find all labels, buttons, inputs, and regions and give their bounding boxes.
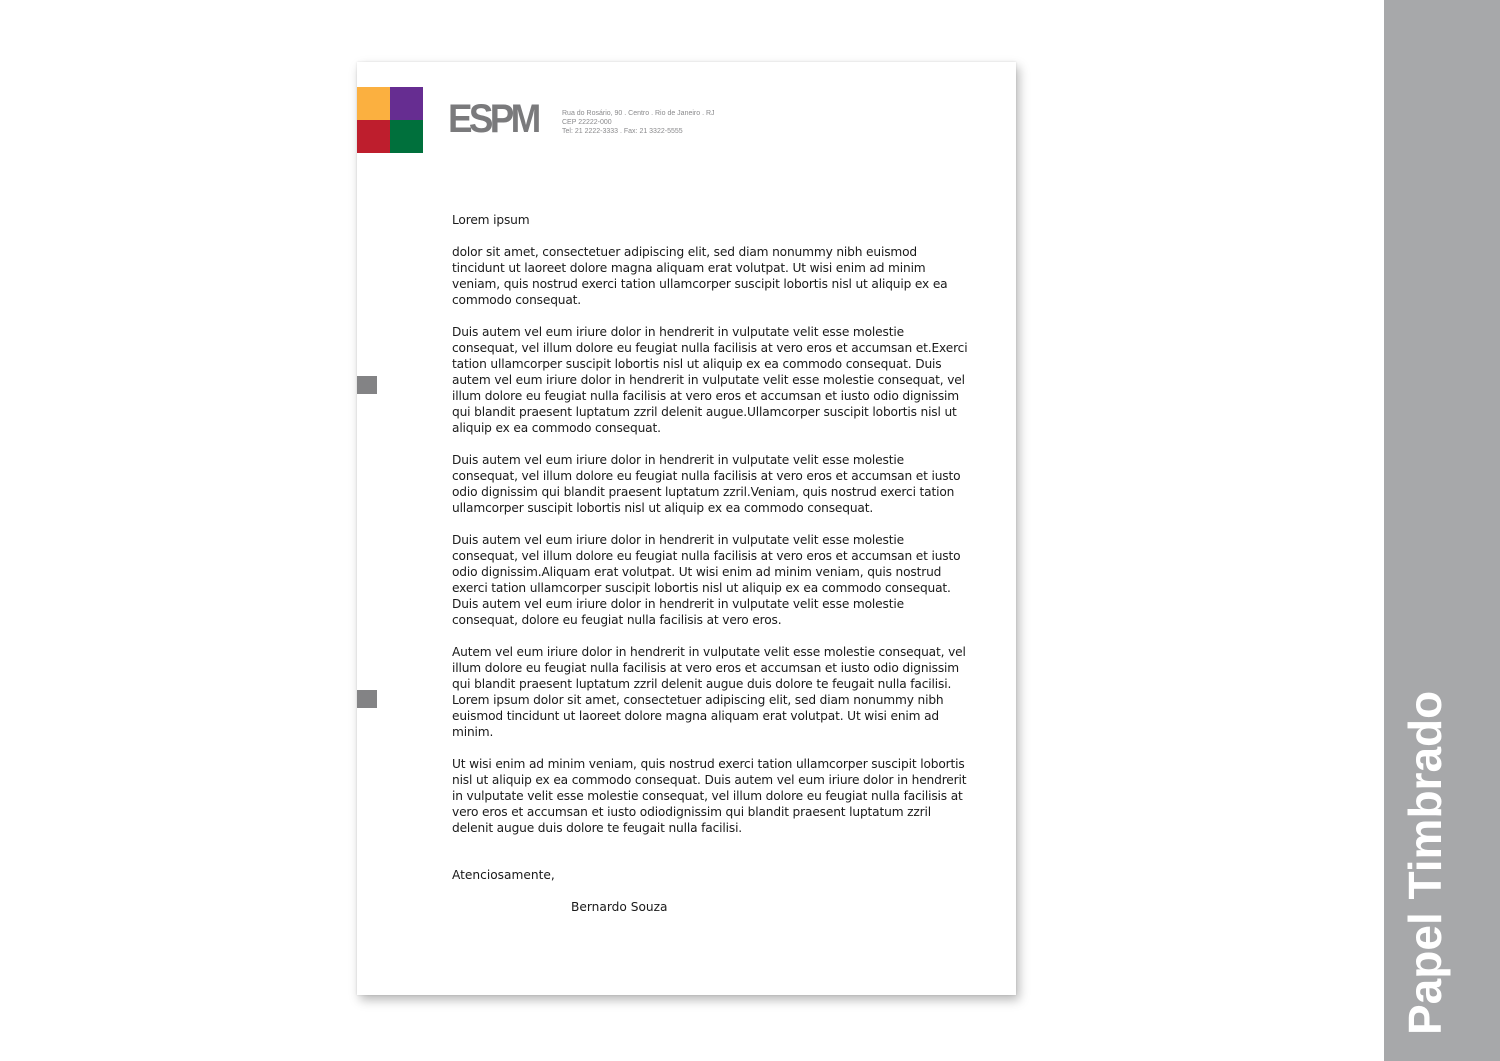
espm-logo: ESPM xyxy=(448,97,538,141)
letter-closing: Atenciosamente, xyxy=(452,868,555,882)
letter-signature: Bernardo Souza xyxy=(571,900,668,914)
address-line: CEP 22222-000 xyxy=(562,119,612,126)
logo-square-green xyxy=(390,120,423,153)
letter-body xyxy=(452,212,972,852)
fold-mark-bottom xyxy=(357,690,377,708)
logo-squares xyxy=(357,87,423,153)
logo-square-red xyxy=(357,120,390,153)
logo-square-purple xyxy=(390,87,423,120)
letter-paragraph: dolor sit amet, consectetuer adipiscing elit, sed diam nonummy nibh euismod tincidunt ut laoreet dolore magna aliquam erat volutpat. Ut wisi enim ad minim veniam, quis nostrud exerci tation ullamcorper suscipit lobortis nisl ut aliquip ex ea commodo consequat. xyxy=(452,245,948,307)
address-block xyxy=(562,109,715,136)
address-line: Tel: 21 2222-3333 . Fax: 21 3322-5555 xyxy=(562,128,683,135)
fold-mark-top xyxy=(357,376,377,394)
letter-paragraph: Ut wisi enim ad minim veniam, quis nostrud exerci tation ullamcorper suscipit lobortis nisl ut aliquip ex ea commodo consequat. Duis autem vel eum iriure dolor in hendrerit in vulputate velit esse molestie consequat, vel illum dolore eu feugiat nulla facilisis at vero eros et accumsan et iusto odiodignissim qui blandit praesent luptatum zzril delenit augue duis dolore te feugait nulla facilisi. xyxy=(452,757,967,835)
letter-paragraph: Duis autem vel eum iriure dolor in hendrerit in vulputate velit esse molestie consequat, vel illum dolore eu feugiat nulla facilisis at vero eros et accumsan et.Exerci tation ullamcorper suscipit lobortis nisl ut aliquip ex ea commodo consequat. Duis autem vel eum iriure dolor in hendrerit in vulputate velit esse molestie consequat, vel illum dolore eu feugiat nulla facilisis at vero eros et accumsan et iusto odio dignissim qui blandit praesent luptatum zzril delenit augue.Ullamcorper suscipit lobortis nisl ut aliquip ex ea commodo consequat. xyxy=(452,325,968,435)
letter-greeting: Lorem ipsum xyxy=(452,213,530,227)
logo-square-orange xyxy=(357,87,390,120)
letter-paragraph: Duis autem vel eum iriure dolor in hendrerit in vulputate velit esse molestie consequat, vel illum dolore eu feugiat nulla facilisis at vero eros et accumsan et iusto odio dignissim qui blandit praesent luptatum zzril.Veniam, quis nostrud exerci tation ullamcorper suscipit lobortis nisl ut aliquip ex ea commodo consequat. xyxy=(452,453,961,515)
letter-paragraph: Duis autem vel eum iriure dolor in hendrerit in vulputate velit esse molestie consequat, vel illum dolore eu feugiat nulla facilisis at vero eros et accumsan et iusto odio dignissim.Aliquam erat volutpat. Ut wisi enim ad minim veniam, quis nostrud exerci tation ullamcorper suscipit lobortis nisl ut aliquip ex ea commodo consequat. Duis autem vel eum iriure dolor in hendrerit in vulputate velit esse molestie consequat, dolore eu feugiat nulla facilisis at vero eros. xyxy=(452,533,961,627)
sidebar-title: Papel Timbrado xyxy=(1399,690,1451,1035)
letter-paragraph: Autem vel eum iriure dolor in hendrerit in vulputate velit esse molestie consequat, vel illum dolore eu feugiat nulla facilisis at vero eros et accumsan et iusto odio dignissim qui blandit praesent luptatum zzril delenit augue duis dolore te feugait nulla facilisi. Lorem ipsum dolor sit amet, consectetuer adipiscing elit, sed diam nonummy nibh euismod tincidunt ut laoreet dolore magna aliquam erat volutpat. Ut wisi enim ad minim. xyxy=(452,645,966,739)
letterhead-sheet xyxy=(357,62,1016,995)
address-line: Rua do Rosário, 90 . Centro . Rio de Janeiro . RJ xyxy=(562,110,715,117)
